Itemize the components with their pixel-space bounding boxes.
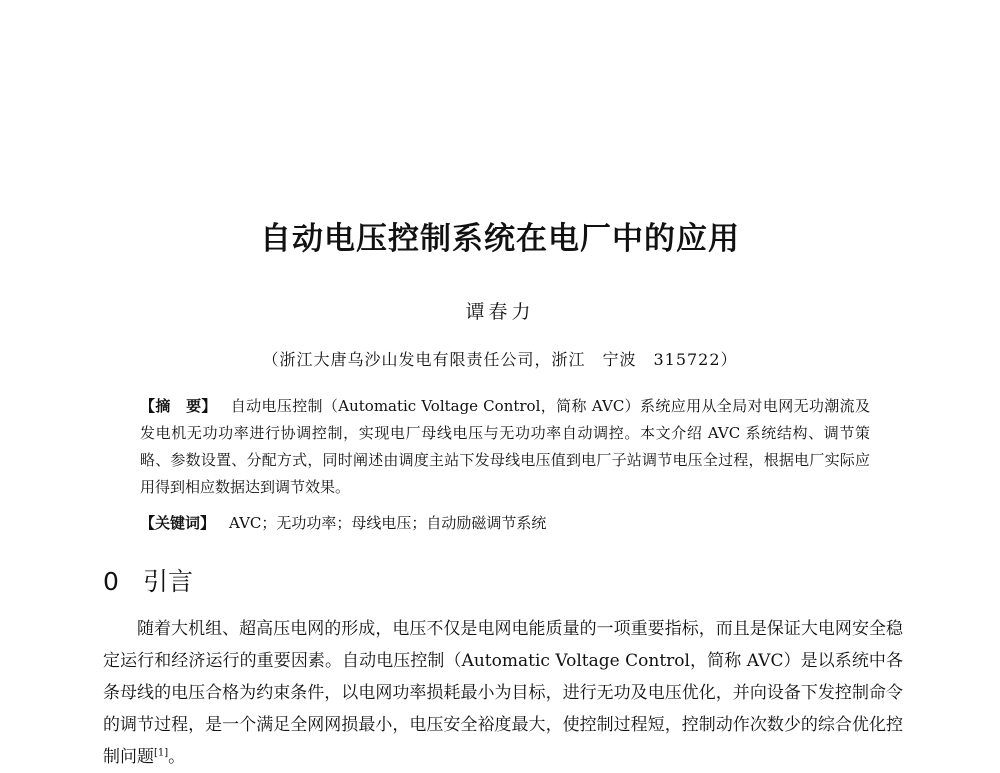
abstract	[140, 393, 870, 501]
author-affiliation: （浙江大唐乌沙山发电有限责任公司，浙江 宁波 315722）	[262, 350, 738, 369]
section-number: 0	[103, 567, 119, 596]
abstract-text: 自动电压控制（Automatic Voltage Control，简称 AVC）系统应用从全局对电网无功潮流及发电机无功功率进行协调控制，实现电厂母线电压与无功功率自动调控。本文介绍 AVC 系统结构、调节策略、参数设置、分配方式，同时阐述由调度主站下发母线电压值到电厂子站调节电压全过程，根据电厂实际应用得到相应数据达到调节效果。	[140, 397, 870, 496]
keywords-label: 【关键词】	[140, 514, 216, 532]
paper-title: 自动电压控制系统在电厂中的应用	[260, 221, 740, 257]
body-paragraph	[103, 613, 903, 773]
citation-marker[interactable]: [1]	[154, 747, 169, 759]
body-text: 随着大机组、超高压电网的形成，电压不仅是电网电能质量的一项重要指标，而且是保证大电网安全稳定运行和经济运行的重要因素。自动电压控制（Automatic Voltage Control，简称 AVC）是以系统中各条母线的电压合格为约束条件，以电网功率损耗最小为目标，进行无功及电压优化，并向设备下发控制命令的调节过程，是一个满足全网网损最小，电压安全裕度最大，使控制过程短，控制动作次数少的综合优化控制问题	[103, 619, 903, 767]
abstract-label: 【摘 要】	[140, 397, 217, 415]
section-title: 引言	[143, 567, 194, 596]
keywords-text: AVC；无功功率；母线电压；自动励磁调节系统	[229, 514, 547, 532]
author-name: 谭春力	[465, 301, 535, 323]
body-end-punct: 。	[168, 747, 186, 767]
section-heading	[103, 562, 193, 598]
keywords	[140, 510, 870, 537]
